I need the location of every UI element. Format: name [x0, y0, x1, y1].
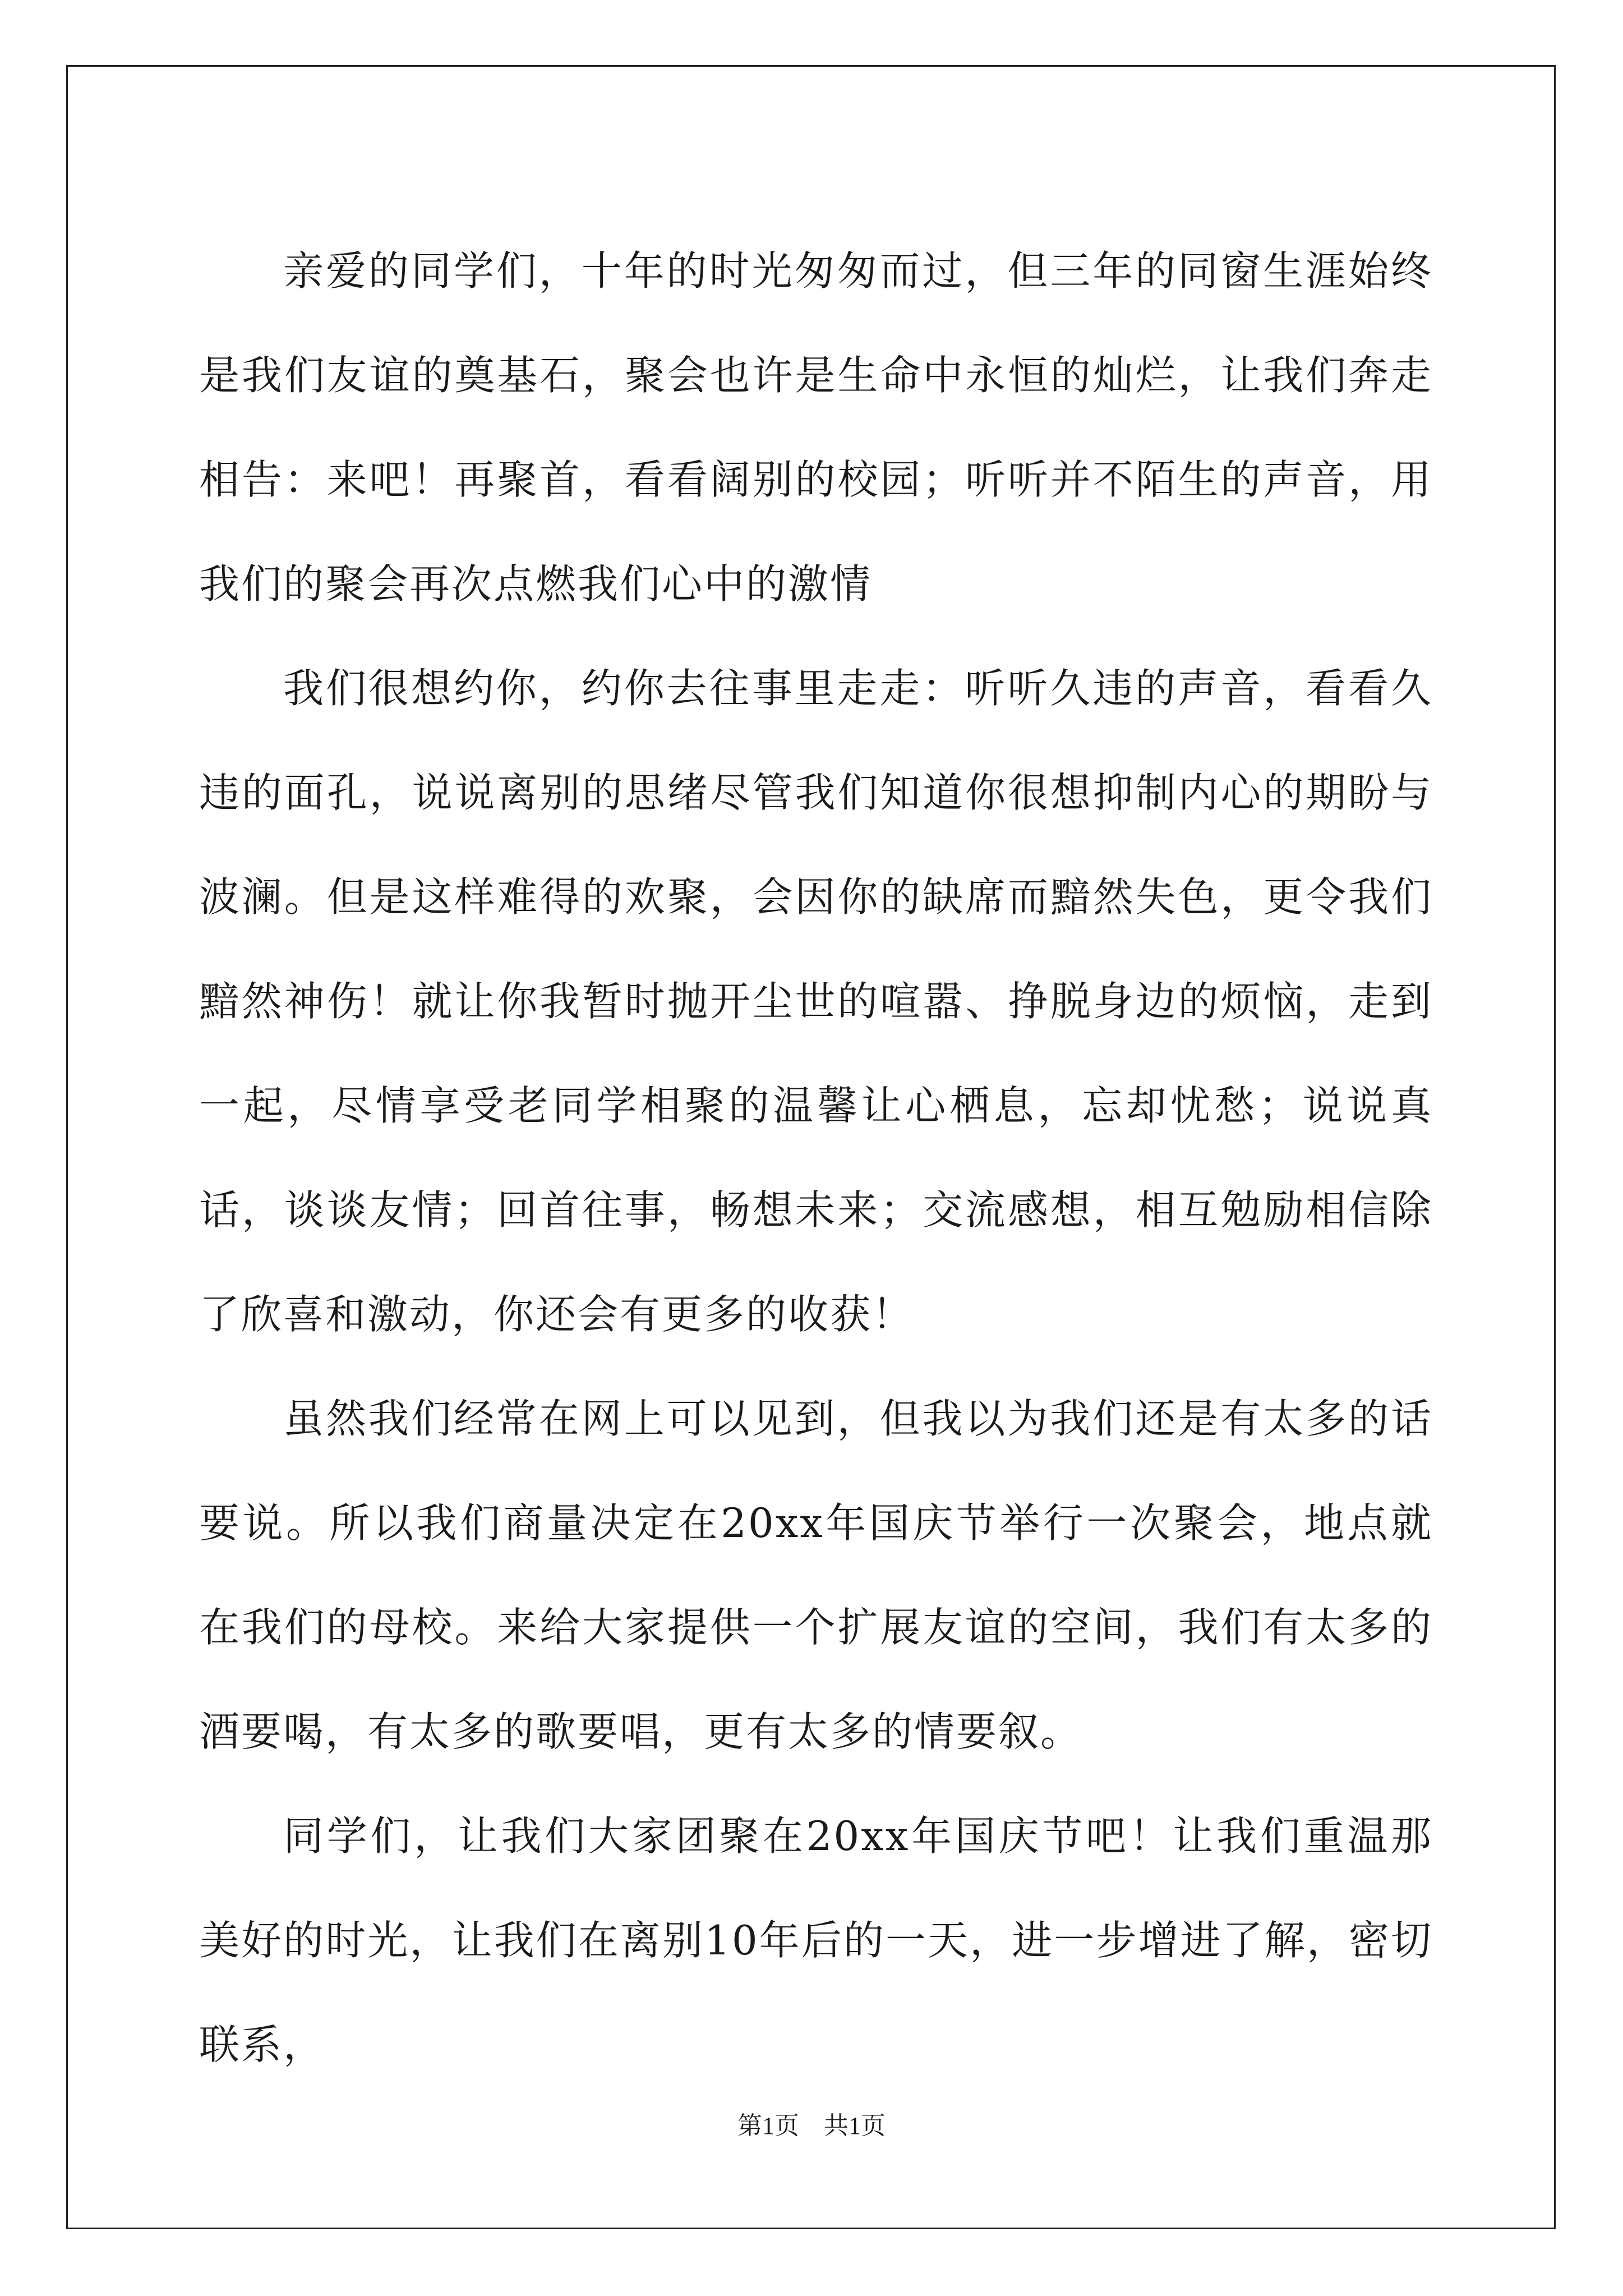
- paragraph-4: 同学们，让我们大家团聚在20xx年国庆节吧！让我们重温那美好的时光，让我们在离别10年后的一天，进一步增进了解，密切联系，: [199, 1812, 1433, 2068]
- paragraph-2: 我们很想约你，约你去往事里走走：听听久违的声音，看看久违的面孔，说说离别的思绪尽管我们知道你很想抑制内心的期盼与波澜。但是这样难得的欢聚，会因你的缺席而黯然失色，更令我们黯然神伤！就让你我暂时抛开尘世的喧嚣、挣脱身边的烦恼，走到一起，尽情享受老同学相聚的温馨让心栖息，忘却忧愁；说说真话，谈谈友情；回首往事，畅想未来；交流感想，相互勉励相信除了欣喜和激动，你还会有更多的收获！: [199, 665, 1433, 1338]
- paragraph-1: 亲爱的同学们，十年的时光匆匆而过，但三年的同窗生涯始终是我们友谊的奠基石，聚会也许是生命中永恒的灿烂，让我们奔走相告：来吧！再聚首，看看阔别的校园；听听并不陌生的声音，用我们的聚会再次点燃我们心中的激情: [199, 247, 1433, 608]
- page-footer: 第1页 共1页: [737, 2112, 886, 2139]
- paragraph-3: 虽然我们经常在网上可以见到，但我以为我们还是有太多的话要说。所以我们商量决定在20xx年国庆节举行一次聚会，地点就在我们的母校。来给大家提供一个扩展友谊的空间，我们有太多的酒要喝，有太多的歌要唱，更有太多的情要叙。: [199, 1395, 1433, 1755]
- document-body: [199, 219, 1433, 2097]
